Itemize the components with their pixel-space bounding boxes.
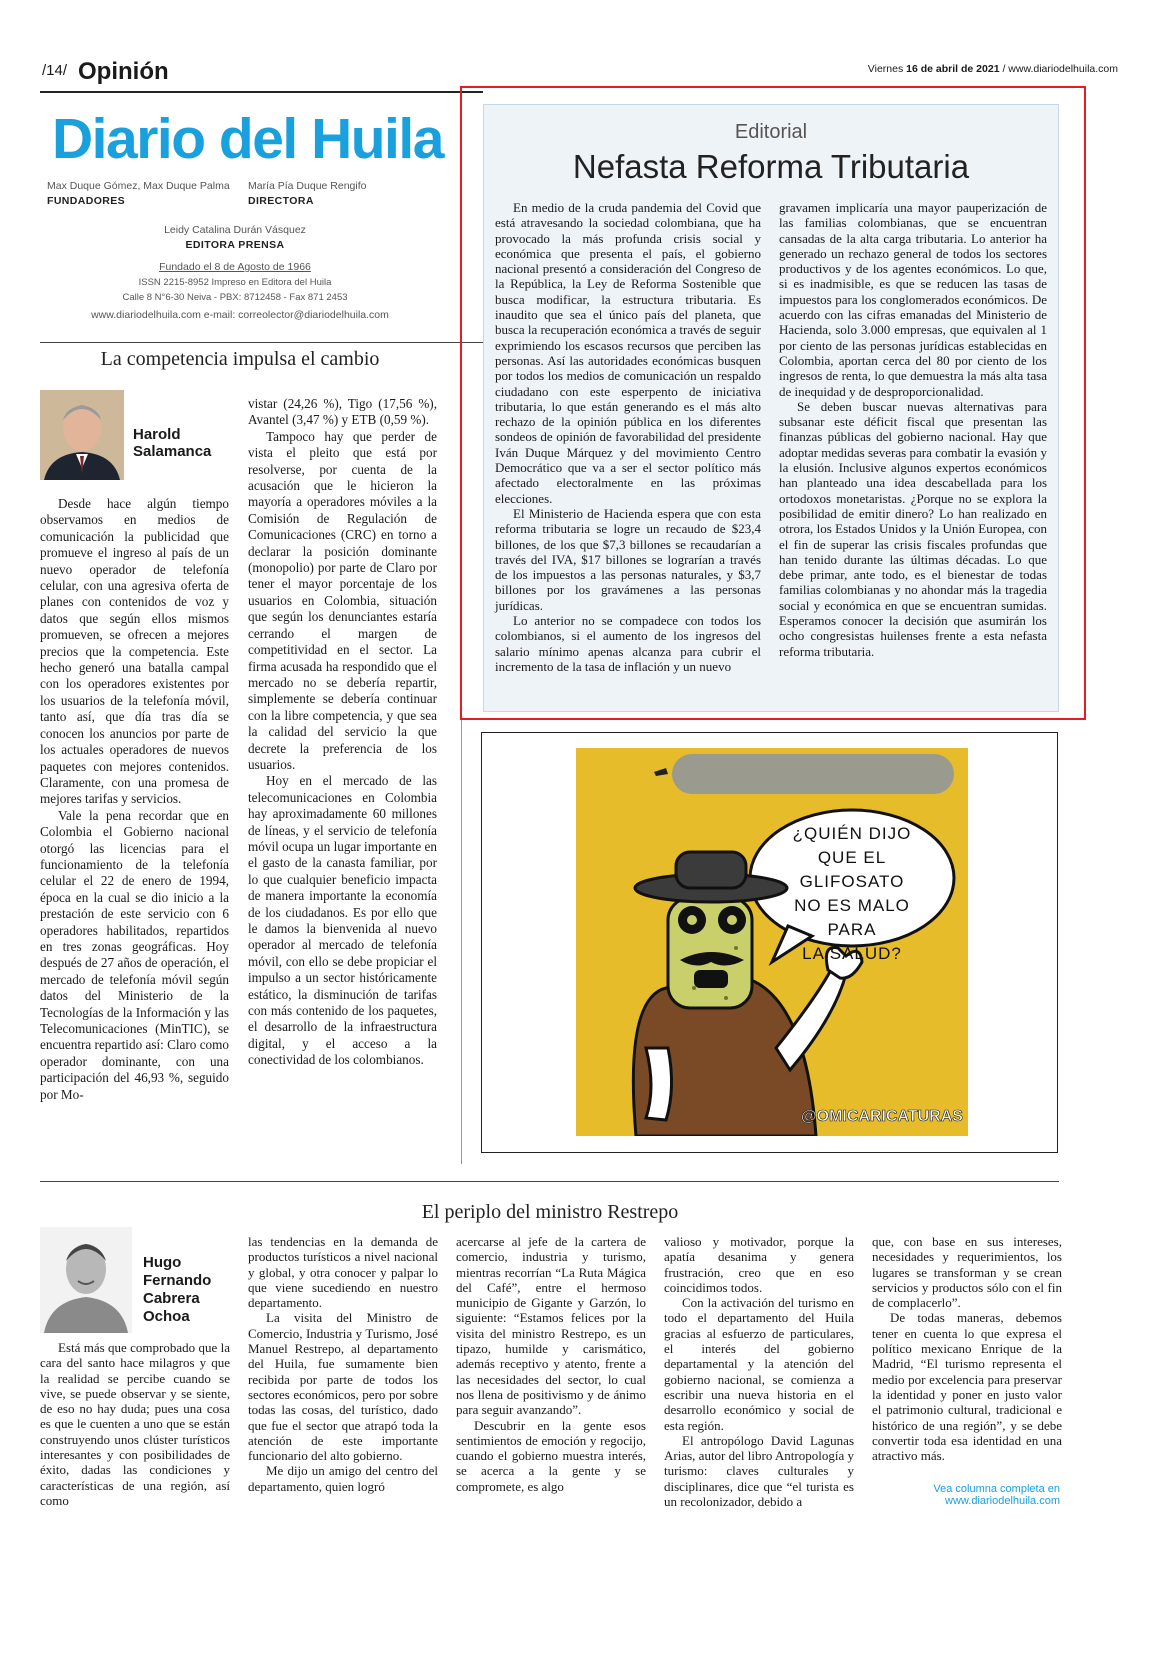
- paragraph: En medio de la cruda pandemia del Covid que está atravesando la sociedad colombiana, que ha provocado la más profunda crisis social y económica que presenta el país, el gobierno nacional presentó a consideración del Congreso de la República, la Ley de Reforma Sostenible que busca modificar, la estructura tributaria. Es inaudito que sea el único país del planeta, que busca la recuperación económica a través de seguir exprimiendo los escasos recursos que perciben las personas. Así las autoridades económicas busquen por todos los medios de comunicación un respaldo ciudadano con este esperpento de iniciativa tributaria, lo que están generando es el más alto rechazo de la opinión pública en los diferentes sondeos de opinión de favorabilidad del presidente Iván Duque Márquez y del movimiento Centro Democrático que va a ser el sector político más afectado electoralmente en las próximas elecciones.: [495, 200, 762, 506]
- section-title: Opinión: [78, 58, 169, 85]
- director-label: DIRECTORA: [248, 195, 314, 207]
- paragraph: El Ministerio de Hacienda espera que con esta reforma tributaria se logre un recaudo de $23,4 billones, de los que $7,3 billones se recaudarían a través del IVA, $17 billones se lograrían a través de los impuestos a las personas naturales, y $3,7 billones por los gravámenes a las personas jurídicas.: [495, 505, 761, 613]
- author-last-name: Salamanca: [133, 443, 212, 460]
- cartoonist-signature: @OMICARICATURAS: [801, 1108, 963, 1125]
- author-first-name: Harold: [133, 426, 181, 443]
- paragraph: acercarse al jefe de la cartera de comercio, industria y turismo, mientras recorrían “La Ruta Mágica del Café”, entre el hermoso municipio de Gigante y Garzón, lo siguiente: “Estamos felices por la visita del ministro Restrepo, es un tipazo, humilde y carismático, además receptivo y atento, frente a las necesidades del sector, lo cual nos llena de positivismo y de ánimo para seguir avanzando”.: [456, 1234, 646, 1418]
- author2-name-line: Ochoa: [143, 1308, 190, 1325]
- dateline: [868, 63, 1118, 75]
- read-more-link[interactable]: [860, 1483, 1060, 1507]
- paragraph: Vale la pena recordar que en Colombia el Gobierno nacional otorgó las licencias para el funcionamiento de la telefonía celular el 22 de enero de 1994, época en la cual se dio inicio a la prestación de este servicio con 6 operadores habilitados, repartidos en tres zonas geográficas. Hoy después de 27 años de operación, el mercado de telefonía móvil según datos del Ministerio de la Tecnologías de la Información y las Telecomunicaciones (MinTIC), se encuentra repartido así: Claro como operador dominante, con una participación del 46,93 %, seguido por Mo-: [40, 807, 229, 1102]
- date-prefix: Viernes: [867, 63, 904, 75]
- column-divider: [461, 720, 462, 1164]
- site-link[interactable]: / www.diariodelhuila.com: [999, 63, 1118, 75]
- paragraph: Se deben buscar nuevas alternativas para subsanar este déficit fiscal que presentan las finanzas públicas del gobierno nacional. Hay que adoptar medidas severas para combatir la evasión y la elusión. Inclusive algunos expertos económicos han planteado una idea descabellada para los ortodoxos monetaristas. ¿Porque no se explora la posibilidad de emitir dinero? Lo han realizado en otrora, los Estados Unidos y la Unión Europea, con el fin de superar las crisis fiscales profundas que han tenido durante las últimas décadas. Lo que debe primar, ante todo, es el bienestar de todas familias colombianas y no ahondar más la tragedia social y económica en que se encuentran sumidas. Esperamos conocer la decisión que asumirán los ocho congresistas huilenses frente a esta nefasta reforma tributaria.: [779, 398, 1047, 659]
- column2-text-c: [456, 1234, 646, 1494]
- editor-label: EDITORA PRENSA: [185, 239, 285, 251]
- bubble-line: LA SALUD?: [802, 944, 902, 963]
- address-line: Calle 8 N°6-30 Neiva - PBX: 8712458 - Fax 871 2453: [122, 292, 348, 303]
- section-rule: [40, 1181, 1059, 1182]
- author2-portrait-icon: [40, 1227, 132, 1333]
- editorial-kicker: Editorial: [734, 121, 808, 143]
- paragraph: Descubrir en la gente esos sentimientos de emoción y regocijo, cuando el gobierno muestra interés, se acerca a la gente y se compromete, es algo: [456, 1417, 646, 1494]
- author2-name-line: Fernando: [143, 1272, 212, 1289]
- paragraph: vistar (24,26 %), Tigo (17,56 %), Avantel (3,47 %) y ETB (0,59 %).: [248, 396, 437, 428]
- author2-name: [143, 1254, 211, 1326]
- column2-text-a: [40, 1340, 230, 1508]
- author-portrait-icon: [40, 390, 124, 480]
- paragraph: Hoy en el mercado de las telecomunicaciones en Colombia hay aproximadamente 60 millones de líneas, y el servicio de telefonía móvil ocupa un lugar importante en el gasto de la canasta familiar, por lo que cualquier beneficio impacta de manera importante la economía de los ciudadanos. Es por ello que le damos la bienvenida al nuevo operador al mercado de telefonía móvil, con ello se debe propiciar el impulso a un sector históricamente estático, la disminución de tarifas con más contenido de los paquetes, el desarrollo de la infraestructura digital, y el acceso a la conectividad de los colombianos.: [248, 773, 437, 1068]
- bubble-line: NO ES MALO PARA: [794, 896, 910, 939]
- editorial-text-b: [779, 200, 1047, 659]
- read-more-text[interactable]: Vea columna completa en: [933, 1483, 1060, 1495]
- contact-line[interactable]: www.diariodelhuila.com e-mail: correolector@diariodelhuila.com: [91, 309, 389, 321]
- paragraph: Me dijo un amigo del centro del departamento, quien logró: [248, 1463, 438, 1494]
- author-photo: [40, 390, 124, 480]
- bubble-line: QUE EL GLIFOSATO: [799, 848, 905, 891]
- column2-text-d: [664, 1234, 854, 1509]
- column2-text-b: [248, 1234, 438, 1494]
- founders-label: FUNDADORES: [47, 195, 126, 207]
- column-title: La competencia impulsa el cambio: [100, 348, 380, 370]
- founders-names: Max Duque Gómez, Max Duque Palma: [47, 180, 230, 192]
- column2-title: El periplo del ministro Restrepo: [421, 1201, 679, 1223]
- author2-name-line: Cabrera: [143, 1290, 200, 1307]
- column1-text-b: [248, 396, 437, 1069]
- founded-date: Fundado el 8 de Agosto de 1966: [159, 261, 311, 273]
- paragraph: El antropólogo David Lagunas Arias, autor del libro Antropología y turismo: claves culturales y disciplinares, dice que “el turista es un recolonizador, debido a: [664, 1432, 854, 1510]
- issn-line: ISSN 2215-8952 Impreso en Editora del Huila: [138, 277, 332, 288]
- editorial-text-a: [495, 200, 761, 674]
- paragraph: las tendencias en la demanda de productos turísticos a nivel nacional y global, y otra conocer y palpar lo que viene sucediendo en nuestro departamento.: [248, 1234, 438, 1311]
- speech-bubble-text: [776, 822, 928, 966]
- paragraph: Con la activación del turismo en todo el departamento del Huila gracias al esfuerzo de particulares, el interés del gobierno departamental y la atención del gobierno nacional, se comienza a escribir una nueva historia en el desarrollo económico y social de esta región.: [664, 1295, 854, 1433]
- paragraph: Tampoco hay que perder de vista el pleito que está por resolverse, por cuenta de la acusación que le hicieron la mayoría a operadores móviles a la Comisión de Regulación de Comunicaciones (CRC) en torno a declarar la posición dominante (monopolio) por parte de Claro por tener el mayor porcentaje de los usuarios en Colombia, situación que según los denunciantes estaría cerrando el margen de competitividad en el sector. La firma acusada ha respondido que el mercado no se debería repartir, simplemente se debería continuar con la libre competencia, y que sea la calidad del servicio la que decrete la preferencia de los usuarios.: [248, 428, 437, 772]
- paragraph: que, con base en sus intereses, necesidades y requerimientos, los lugares se transforman y se crean servicios y productos sólo con el fin de complacerlo”.: [872, 1234, 1062, 1311]
- paragraph: Desde hace algún tiempo observamos en medios de comunicación la publicidad que promueve el ingreso al país de un nuevo operador de telefonía celular, con una agresiva oferta de planes con contenidos de voz y datos que según ellos mismos promueven, se ofrecen a mejores precios que la competencia. Este hecho generó una batalla campal con los operadores existentes por los usuarios de la telefonía móvil, tanto así, que día tras día se conocen los anuncios por parte de los actuales operadores de nuevos paquetes con mejores contenidos. Claramente, con una promesa de mejores tarifas y servicios.: [40, 496, 229, 807]
- editor-name: Leidy Catalina Durán Vásquez: [164, 224, 306, 236]
- column2-text-e: [872, 1234, 1062, 1463]
- newspaper-logo: Diario del Huila: [52, 107, 443, 171]
- bubble-line: ¿QUIÉN DIJO: [792, 824, 912, 843]
- paragraph: La visita del Ministro de Comercio, Industria y Turismo, José Manuel Restrepo, al departamento del Huila, fue sumamente bien recibida por parte de todos los sectores económicos, pero por sobre todas las cosas, del turístico, dado que fue el sector que atrapó toda la atención de este importante funcionario del alto gobierno.: [248, 1310, 438, 1464]
- column1-text-a: [40, 496, 229, 1103]
- editorial-title: Nefasta Reforma Tributaria: [572, 148, 970, 185]
- paragraph: Lo anterior no se compadece con todos los colombianos, si el aumento de los ingresos del salario mínimo apenas alcanza para cubrir el incremento de la tasa de inflación y un nuevo: [495, 613, 761, 674]
- page-number: /14/: [42, 62, 68, 79]
- paragraph: Está más que comprobado que la cara del santo hace milagros y que la realidad se percibe cuando se vive, se puede observar y se siente, de eso no hay duda; pues una cosa es que le cuenten a uno que se están construyendo unos clúster turísticos interesantes y con posibilidades de éxito, dadas las condiciones y características de una región, así como: [40, 1340, 230, 1508]
- author2-name-line: Hugo: [143, 1254, 182, 1271]
- author-name: [133, 426, 181, 444]
- header-rule: [40, 91, 483, 93]
- director-name: María Pía Duque Rengifo: [248, 180, 367, 192]
- author2-photo: [40, 1227, 132, 1333]
- date-value: 16 de abril de 2021: [906, 63, 1000, 75]
- paragraph: valioso y motivador, porque la apatía desanima y genera frustración, creo que en eso coincidimos todos.: [664, 1234, 854, 1295]
- masthead-rule: [40, 342, 483, 343]
- read-more-url[interactable]: www.diariodelhuila.com: [945, 1495, 1060, 1507]
- paragraph: De todas maneras, debemos tener en cuenta lo que expresa el político mexicano Enrique de la Madrid, “El turismo representa el medio por excelencia para preservar la identidad y poner en justo valor el patrimonio cultural, tradicional e histórico de una región”, y se debe convertir toda esa identidad en una atractivo más.: [872, 1310, 1062, 1464]
- paragraph: gravamen implicaría una mayor pauperización de las familias colombianas, que se encuentran cansadas de la alta carga tributaria. Lo anterior ha generado un rechazo general de todos los sectores productivos y de los agentes económicos. Lo que, si es inadmisible, es que se reducen las tasas de impuestos para los conglomerados económicos. De acuerdo con las cifras emanadas del Ministerio de Hacienda, solo 3.000 empresas, que equivalen al 1 por ciento de las personas jurídicas establecidas en Colombia, aportan cerca del 80 por ciento de los ingresos de renta, lo que demuestra la más alta tasa de inequidad y de desproporcionalidad.: [779, 200, 1047, 399]
